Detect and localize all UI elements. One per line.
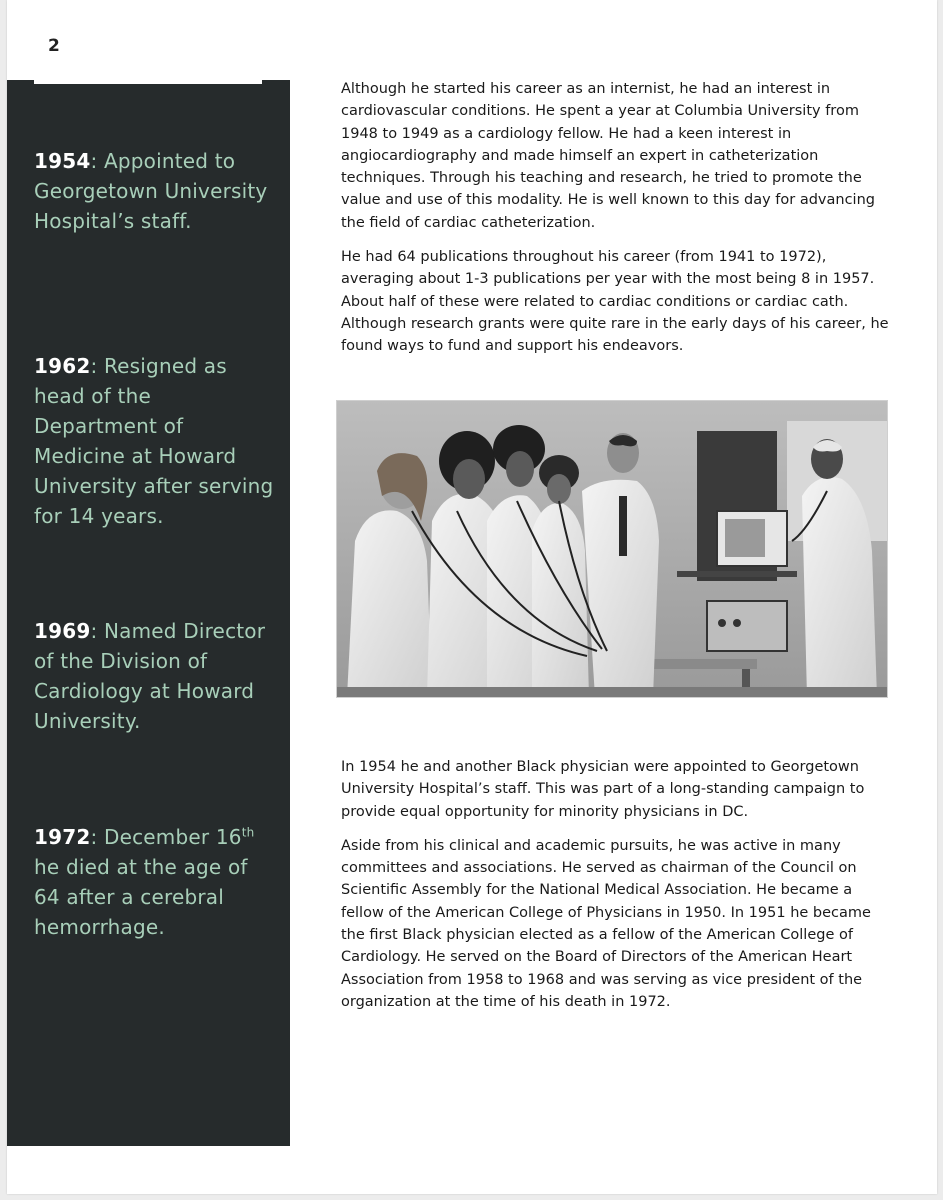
timeline-text: : Appointed to Georgetown University Hospital’s staff.	[34, 149, 268, 233]
timeline-entry-1972	[34, 822, 274, 942]
historic-photo	[336, 400, 888, 698]
timeline-text-continued: he died at the age of 64 after a cerebral hemorrhage.	[34, 855, 248, 939]
timeline-year: 1972	[34, 825, 91, 849]
timeline-year: 1954	[34, 149, 91, 173]
main-text-bottom	[341, 756, 893, 1025]
timeline-entry-1969	[34, 616, 274, 736]
sidebar-tab-decoration	[34, 79, 262, 84]
timeline-text: : December 16	[90, 825, 242, 849]
main-text-top	[341, 78, 893, 370]
timeline-year: 1962	[34, 354, 91, 378]
timeline-text: : Resigned as head of the Department of Medicine at Howard University after serving for 14 years.	[34, 354, 274, 528]
page-number: 2	[48, 36, 60, 56]
paragraph-georgetown: In 1954 he and another Black physician were appointed to Georgetown University Hospital’s staff. This was part of a long-standing campaign to provide equal opportunity for minority physicians in DC.	[341, 759, 865, 820]
timeline-entry-1954	[34, 146, 274, 236]
paragraph-associations: Aside from his clinical and academic pursuits, he was active in many committees and associations. He served as chairman of the Council on Scientific Assembly for the National Medical Association. He became a fellow of the American College of Physicians in 1950. In 1951 he became the first Black physician elected as a fellow of the American College of Cardiology. He served on the Board of Directors of the American Heart Association from 1958 to 1968 and was serving as vice president of the organization at the time of his death in 1972.	[341, 837, 871, 1010]
timeline-year: 1969	[34, 619, 91, 643]
paragraph-publications: He had 64 publications throughout his career (from 1941 to 1972), averaging about 1-3 publications per year with the most being 8 in 1957. About half of these were related to cardiac conditions or cardiac cath. Although research grants were quite rare in the early days of his career, he found ways to fund and support his endeavors.	[341, 249, 889, 355]
document-page	[7, 0, 937, 1194]
paragraph-career: Although he started his career as an internist, he had an interest in cardiovascular conditions. He spent a year at Columbia University from 1948 to 1949 as a cardiology fellow. He had a keen interest in angiocardiography and made himself an expert in catheterization techniques. Through his teaching and research, he tried to promote the value and use of this modality. He is well known to this day for advancing the field of cardiac catheterization.	[341, 81, 875, 231]
ordinal-suffix: th	[241, 825, 255, 840]
timeline-text: : Named Director of the Division of Cardiology at Howard University.	[34, 619, 266, 733]
timeline-entry-1962	[34, 351, 274, 531]
timeline-sidebar	[7, 80, 290, 1146]
